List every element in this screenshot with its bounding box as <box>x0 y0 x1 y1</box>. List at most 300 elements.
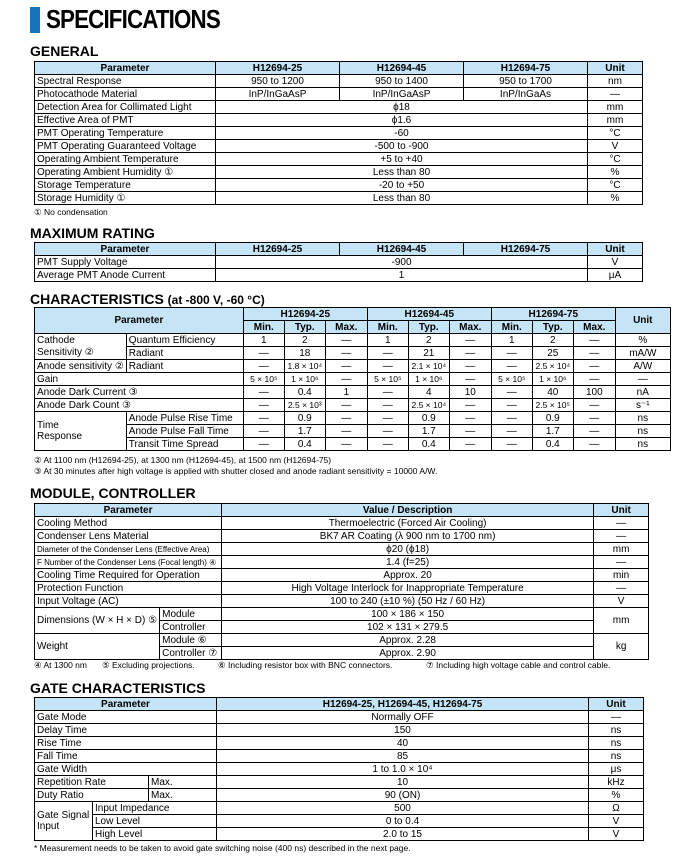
value-cell: 90 (ON) <box>217 789 589 802</box>
param-cell: Protection Function <box>35 582 222 595</box>
table-row <box>35 802 644 815</box>
value-cell: — <box>367 425 408 438</box>
value-cell: 1 × 10⁶ <box>532 373 573 386</box>
value-cell: ϕ1.6 <box>216 114 588 127</box>
th-unit: Unit <box>594 504 649 517</box>
unit-cell: nA <box>615 386 670 399</box>
unit-cell: ns <box>589 724 644 737</box>
value-cell: BK7 AR Coating (λ 900 nm to 1700 nm) <box>222 530 594 543</box>
param-cell: Photocathode Material <box>35 88 216 101</box>
value-cell: — <box>367 438 408 451</box>
value-cell: 1 <box>491 334 532 347</box>
subparam-cell: Low Level <box>93 815 217 828</box>
param-label: Gate Signal <box>37 810 90 821</box>
param-cell: Sensitivity ② <box>35 347 127 360</box>
unit-cell: μA <box>588 269 643 282</box>
value-cell: 5 × 10⁵ <box>243 373 284 386</box>
param-cell: Delay Time <box>35 724 217 737</box>
value-cell: Approx. 2.28 <box>222 634 594 647</box>
param-cell: Gain <box>35 373 244 386</box>
table-row <box>35 517 649 530</box>
general-footnote: ① No condensation <box>34 207 108 217</box>
param-cell: Operating Ambient Humidity ① <box>35 166 216 179</box>
param-label: Input <box>37 821 60 832</box>
table-row <box>35 608 649 621</box>
table-row <box>35 192 643 205</box>
value-cell: — <box>449 399 491 412</box>
param-label: Time <box>37 420 59 431</box>
th-max: Max. <box>449 321 491 334</box>
value-cell: 100 to 240 (±10 %) (50 Hz / 60 Hz) <box>222 595 594 608</box>
param-cell: Anode Dark Count ③ <box>35 399 244 412</box>
module-table <box>34 503 649 660</box>
unit-cell: % <box>588 166 643 179</box>
unit-cell: ns <box>589 750 644 763</box>
th-parameter: Parameter <box>35 504 222 517</box>
unit-cell: ns <box>589 737 644 750</box>
value-cell: — <box>243 360 284 373</box>
unit-cell: V <box>589 815 644 828</box>
param-cell: Gate Mode <box>35 711 217 724</box>
table-row <box>35 724 644 737</box>
value-cell: Normally OFF <box>217 711 589 724</box>
value-cell: 5 × 10⁵ <box>491 373 532 386</box>
th-model: H12694-75 <box>464 62 588 75</box>
th-max: Max. <box>325 321 367 334</box>
unit-cell: μs <box>589 763 644 776</box>
value-cell: — <box>449 360 491 373</box>
module-footnote-6: ⑥ Including resistor box with BNC connectors. <box>218 660 393 670</box>
value-cell: — <box>491 347 532 360</box>
param-cell: Effective Area of PMT <box>35 114 216 127</box>
table-row <box>35 153 643 166</box>
unit-cell: A/W <box>615 360 670 373</box>
characteristics-table <box>34 307 671 451</box>
title-accent-bar <box>30 7 40 33</box>
subparam-cell: Transit Time Spread <box>126 438 243 451</box>
unit-cell: min <box>594 569 649 582</box>
value-cell: 950 to 1200 <box>216 75 340 88</box>
value-cell: 950 to 1700 <box>464 75 588 88</box>
unit-cell: Ω <box>589 802 644 815</box>
unit-cell: °C <box>588 153 643 166</box>
value-cell: — <box>325 438 367 451</box>
value-cell: 1 × 10⁶ <box>408 373 449 386</box>
table-row <box>35 140 643 153</box>
value-cell: 10 <box>449 386 491 399</box>
table-row <box>35 256 643 269</box>
param-cell: Dimensions (W × H × D) ⑤ <box>35 608 160 634</box>
unit-cell: % <box>589 789 644 802</box>
value-cell: — <box>325 360 367 373</box>
param-cell: Cathode <box>35 334 127 347</box>
unit-cell: mA/W <box>615 347 670 360</box>
param-cell: Detection Area for Collimated Light <box>35 101 216 114</box>
table-row <box>35 789 644 802</box>
value-cell: ϕ18 <box>216 101 588 114</box>
value-cell: — <box>449 438 491 451</box>
table-row <box>35 582 649 595</box>
table-row <box>35 114 643 127</box>
value-cell: 4 <box>408 386 449 399</box>
unit-cell: ns <box>615 438 670 451</box>
value-cell: — <box>573 412 615 425</box>
value-cell: — <box>325 347 367 360</box>
table-row <box>35 373 671 386</box>
th-parameter: Parameter <box>35 698 217 711</box>
value-cell: 1 <box>216 269 588 282</box>
param-cell: Anode sensitivity ② <box>35 360 127 373</box>
value-cell: — <box>243 399 284 412</box>
characteristics-condition: (at -800 V, -60 °C) <box>167 293 265 307</box>
param-cell: Cooling Method <box>35 517 222 530</box>
unit-cell: °C <box>588 127 643 140</box>
value-cell: — <box>243 347 284 360</box>
th-parameter: Parameter <box>35 308 244 334</box>
param-label: Response <box>37 431 83 442</box>
module-footnote-5: ⑤ Excluding projections. <box>102 660 195 670</box>
value-cell: InP/InGaAs <box>464 88 588 101</box>
gate-table <box>34 697 644 841</box>
subparam-cell: Anode Pulse Fall Time <box>126 425 243 438</box>
unit-cell: — <box>615 373 670 386</box>
unit-cell: kg <box>594 634 649 660</box>
value-cell: Less than 80 <box>216 166 588 179</box>
subparam-cell: Anode Pulse Rise Time <box>126 412 243 425</box>
subparam-cell: High Level <box>93 828 217 841</box>
unit-cell: — <box>594 556 649 569</box>
subparam-cell: Module ⑥ <box>160 634 222 647</box>
param-cell: Diameter of the Condenser Lens (Effective Area) <box>35 543 222 556</box>
value-cell: 2.5 × 10⁴ <box>532 360 573 373</box>
value-cell: 1 to 1.0 × 10⁴ <box>217 763 589 776</box>
value-cell: — <box>573 334 615 347</box>
table-row <box>35 101 643 114</box>
value-cell: +5 to +40 <box>216 153 588 166</box>
gate-signal-input-cell <box>35 802 93 841</box>
value-cell: 2 <box>532 334 573 347</box>
value-cell: — <box>449 373 491 386</box>
value-cell: High Voltage Interlock for Inappropriate Temperature <box>222 582 594 595</box>
gate-footnote: * Measurement needs to be taken to avoid gate switching noise (400 ns) described in the next page. <box>34 843 411 853</box>
value-cell: -20 to +50 <box>216 179 588 192</box>
value-cell: -900 <box>216 256 588 269</box>
value-cell: — <box>325 399 367 412</box>
value-cell: 102 × 131 × 279.5 <box>222 621 594 634</box>
value-cell: 25 <box>532 347 573 360</box>
value-cell: — <box>491 412 532 425</box>
table-row <box>35 543 649 556</box>
table-row <box>35 412 671 425</box>
module-footnote-7: ⑦ Including high voltage cable and control cable. <box>426 660 611 670</box>
table-row <box>35 634 649 647</box>
unit-cell: V <box>588 140 643 153</box>
unit-cell: — <box>594 582 649 595</box>
th-typ: Typ. <box>408 321 449 334</box>
unit-cell: V <box>594 595 649 608</box>
gate-heading: GATE CHARACTERISTICS <box>30 680 206 696</box>
value-cell: — <box>491 438 532 451</box>
value-cell: 40 <box>532 386 573 399</box>
value-cell: 500 <box>217 802 589 815</box>
unit-cell: — <box>594 530 649 543</box>
unit-cell: ns <box>615 425 670 438</box>
value-cell: — <box>367 360 408 373</box>
param-cell: PMT Supply Voltage <box>35 256 216 269</box>
th-model: H12694-75 <box>491 308 615 321</box>
unit-cell: s⁻¹ <box>615 399 670 412</box>
unit-cell: — <box>594 517 649 530</box>
param-cell: Anode Dark Current ③ <box>35 386 244 399</box>
unit-cell: % <box>588 192 643 205</box>
page-title: SPECIFICATIONS <box>46 4 220 34</box>
value-cell: 2.0 to 15 <box>217 828 589 841</box>
value-cell: 1 <box>367 334 408 347</box>
module-footnote-4: ④ At 1300 nm <box>34 660 87 670</box>
table-row <box>35 595 649 608</box>
unit-cell: kHz <box>589 776 644 789</box>
param-cell: F Number of the Condenser Lens (Focal length) ④ <box>35 556 222 569</box>
value-cell: 0.4 <box>532 438 573 451</box>
subparam-cell: Module <box>160 608 222 621</box>
unit-cell: ns <box>615 412 670 425</box>
value-cell: — <box>449 347 491 360</box>
table-row <box>35 556 649 569</box>
subparam-cell: Radiant <box>126 360 243 373</box>
th-model: H12694-25 <box>216 243 340 256</box>
param-cell: Average PMT Anode Current <box>35 269 216 282</box>
unit-cell: mm <box>588 114 643 127</box>
table-row <box>35 815 644 828</box>
table-row <box>35 763 644 776</box>
th-model: H12694-45 <box>340 62 464 75</box>
value-cell: — <box>325 412 367 425</box>
th-unit: Unit <box>615 308 670 334</box>
table-row <box>35 828 644 841</box>
param-cell: Operating Ambient Temperature <box>35 153 216 166</box>
th-unit: Unit <box>589 698 644 711</box>
th-parameter: Parameter <box>35 243 216 256</box>
subparam-cell: Max. <box>149 776 217 789</box>
value-cell: — <box>573 438 615 451</box>
param-cell: Gate Width <box>35 763 217 776</box>
unit-cell: — <box>589 711 644 724</box>
value-cell: Thermoelectric (Forced Air Cooling) <box>222 517 594 530</box>
th-models: H12694-25, H12694-45, H12694-75 <box>217 698 589 711</box>
param-cell: Duty Ratio <box>35 789 149 802</box>
max-rating-table <box>34 242 643 282</box>
value-cell: — <box>449 425 491 438</box>
module-heading: MODULE, CONTROLLER <box>30 485 196 501</box>
unit-cell: V <box>588 256 643 269</box>
th-value: Value / Description <box>222 504 594 517</box>
value-cell: 0.9 <box>532 412 573 425</box>
value-cell: — <box>325 425 367 438</box>
value-cell: 1.8 × 10⁴ <box>284 360 325 373</box>
th-typ: Typ. <box>532 321 573 334</box>
param-cell: PMT Operating Guaranteed Voltage <box>35 140 216 153</box>
value-cell: 950 to 1400 <box>340 75 464 88</box>
unit-cell: mm <box>594 543 649 556</box>
th-model: H12694-25 <box>243 308 367 321</box>
value-cell: — <box>573 373 615 386</box>
value-cell: 0.4 <box>284 438 325 451</box>
value-cell: — <box>243 425 284 438</box>
value-cell: InP/InGaAsP <box>216 88 340 101</box>
unit-cell: mm <box>594 608 649 634</box>
table-row <box>35 88 643 101</box>
table-row <box>35 750 644 763</box>
table-row <box>35 530 649 543</box>
value-cell: 1.7 <box>532 425 573 438</box>
subparam-cell: Controller ⑦ <box>160 647 222 660</box>
param-cell: Rise Time <box>35 737 217 750</box>
value-cell: — <box>449 334 491 347</box>
value-cell: ϕ20 (ϕ18) <box>222 543 594 556</box>
param-cell: Storage Temperature <box>35 179 216 192</box>
value-cell: 2 <box>408 334 449 347</box>
max-rating-heading: MAXIMUM RATING <box>30 225 155 241</box>
value-cell: — <box>491 386 532 399</box>
unit-cell: V <box>589 828 644 841</box>
title-bar <box>30 4 248 35</box>
value-cell: — <box>243 412 284 425</box>
value-cell: 85 <box>217 750 589 763</box>
value-cell: 40 <box>217 737 589 750</box>
value-cell: — <box>243 386 284 399</box>
unit-cell: — <box>588 88 643 101</box>
param-cell: Condenser Lens Material <box>35 530 222 543</box>
th-unit: Unit <box>588 62 643 75</box>
table-row <box>35 127 643 140</box>
value-cell: — <box>243 438 284 451</box>
subparam-cell: Radiant <box>126 347 243 360</box>
value-cell: — <box>367 412 408 425</box>
param-cell: Storage Humidity ① <box>35 192 216 205</box>
table-row <box>35 711 644 724</box>
param-cell: PMT Operating Temperature <box>35 127 216 140</box>
value-cell: — <box>367 347 408 360</box>
param-cell: Weight <box>35 634 160 660</box>
value-cell: — <box>573 347 615 360</box>
value-cell: 1 × 10⁶ <box>284 373 325 386</box>
table-row <box>35 737 644 750</box>
subparam-cell: Input Impedance <box>93 802 217 815</box>
value-cell: Less than 80 <box>216 192 588 205</box>
value-cell: — <box>491 399 532 412</box>
table-row <box>35 360 671 373</box>
subparam-cell: Quantum Efficiency <box>126 334 243 347</box>
value-cell: 150 <box>217 724 589 737</box>
value-cell: 0 to 0.4 <box>217 815 589 828</box>
value-cell: 1 <box>325 386 367 399</box>
value-cell: 1.4 (f=25) <box>222 556 594 569</box>
value-cell: 18 <box>284 347 325 360</box>
general-table <box>34 61 643 205</box>
time-response-cell <box>35 412 127 451</box>
value-cell: 2 <box>284 334 325 347</box>
value-cell: 0.9 <box>284 412 325 425</box>
table-row <box>35 269 643 282</box>
value-cell: InP/InGaAsP <box>340 88 464 101</box>
param-cell: Repetition Rate <box>35 776 149 789</box>
unit-cell: nm <box>588 75 643 88</box>
value-cell: 1.7 <box>284 425 325 438</box>
value-cell: — <box>325 334 367 347</box>
th-max: Max. <box>573 321 615 334</box>
value-cell: 1 <box>243 334 284 347</box>
value-cell: — <box>325 373 367 386</box>
param-cell: Cooling Time Required for Operation <box>35 569 222 582</box>
table-row <box>35 179 643 192</box>
table-row <box>35 399 671 412</box>
th-model: H12694-45 <box>367 308 491 321</box>
value-cell: 0.9 <box>408 412 449 425</box>
th-typ: Typ. <box>284 321 325 334</box>
value-cell: 21 <box>408 347 449 360</box>
th-min: Min. <box>491 321 532 334</box>
th-model: H12694-45 <box>340 243 464 256</box>
table-row <box>35 776 644 789</box>
value-cell: 10 <box>217 776 589 789</box>
th-model: H12694-75 <box>464 243 588 256</box>
general-heading: GENERAL <box>30 43 99 59</box>
table-row <box>35 425 671 438</box>
th-min: Min. <box>367 321 408 334</box>
characteristics-footnote-3: ③ At 30 minutes after high voltage is applied with shutter closed and anode radiant sensitivity = 10000 A/W. <box>34 466 438 476</box>
characteristics-title: CHARACTERISTICS <box>30 291 164 307</box>
value-cell: 100 × 186 × 150 <box>222 608 594 621</box>
value-cell: — <box>573 360 615 373</box>
value-cell: 100 <box>573 386 615 399</box>
value-cell: — <box>491 425 532 438</box>
subparam-cell: Controller <box>160 621 222 634</box>
th-min: Min. <box>243 321 284 334</box>
value-cell: 2.5 × 10⁵ <box>532 399 573 412</box>
th-parameter: Parameter <box>35 62 216 75</box>
unit-cell: % <box>615 334 670 347</box>
unit-cell: mm <box>588 101 643 114</box>
table-row <box>35 386 671 399</box>
table-row <box>35 75 643 88</box>
value-cell: 1.7 <box>408 425 449 438</box>
table-row <box>35 438 671 451</box>
characteristics-heading <box>30 291 265 307</box>
th-model: H12694-25 <box>216 62 340 75</box>
table-row <box>35 334 671 347</box>
subparam-cell: Max. <box>149 789 217 802</box>
value-cell: -60 <box>216 127 588 140</box>
value-cell: 2.1 × 10⁴ <box>408 360 449 373</box>
value-cell: 5 × 10⁵ <box>367 373 408 386</box>
value-cell: 2.5 × 10⁴ <box>408 399 449 412</box>
value-cell: 0.4 <box>408 438 449 451</box>
value-cell: Approx. 2.90 <box>222 647 594 660</box>
param-cell: Spectral Response <box>35 75 216 88</box>
th-unit: Unit <box>588 243 643 256</box>
value-cell: — <box>367 399 408 412</box>
value-cell: — <box>573 425 615 438</box>
value-cell: 0.4 <box>284 386 325 399</box>
table-row <box>35 569 649 582</box>
value-cell: — <box>367 386 408 399</box>
value-cell: 2.5 × 10³ <box>284 399 325 412</box>
param-cell: Fall Time <box>35 750 217 763</box>
table-row <box>35 166 643 179</box>
param-cell: Input Voltage (AC) <box>35 595 222 608</box>
characteristics-footnote-2: ② At 1100 nm (H12694-25), at 1300 nm (H12694-45), at 1500 nm (H12694-75) <box>34 455 332 465</box>
value-cell: — <box>573 399 615 412</box>
